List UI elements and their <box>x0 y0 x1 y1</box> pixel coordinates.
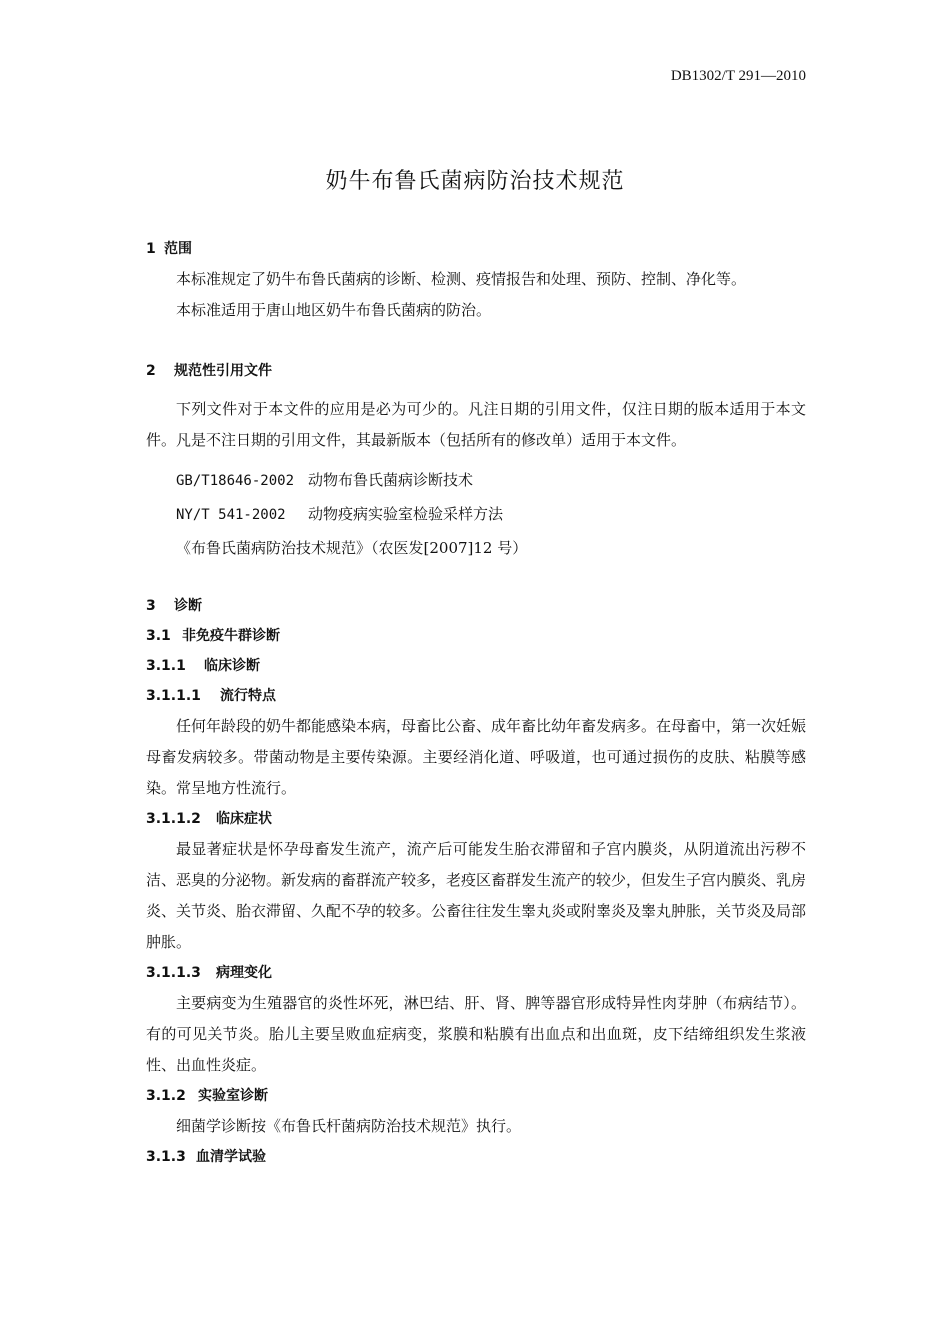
section-number: 3.1.1 <box>146 658 186 674</box>
document-body <box>146 234 806 1172</box>
document-code: DB1302/T 291—2010 <box>670 68 806 84</box>
reference-title: 动物疫病实验室检验采样方法 <box>308 505 504 523</box>
section-3-1-1-heading <box>146 651 806 681</box>
paragraph: 本标准适用于唐山地区奶牛布鲁氏菌病的防治。 <box>176 301 492 319</box>
section-3-1-2-heading <box>146 1081 806 1111</box>
section-3-1-3-heading <box>146 1142 806 1172</box>
section-title: 非免疫牛群诊断 <box>182 628 280 644</box>
reference-item <box>146 498 806 532</box>
section-title: 临床症状 <box>216 811 272 827</box>
section-title: 血清学试验 <box>196 1149 266 1165</box>
section-3-1-1-3-heading <box>146 958 806 988</box>
paragraph: 任何年龄段的奶牛都能感染本病，母畜比公畜、成年畜比幼年畜发病多。在母畜中，第一次妊娠母畜发病较多。带菌动物是主要传染源。主要经消化道、呼吸道，也可通过损伤的皮肤、粘膜等感染。常呈地方性流行。 <box>146 717 807 797</box>
section-number: 3.1.1.3 <box>146 965 201 981</box>
section-title: 流行特点 <box>220 688 276 704</box>
section-number: 3.1.3 <box>146 1149 186 1165</box>
section-3-1-1-1-heading <box>146 681 806 711</box>
section-number: 3.1.2 <box>146 1088 186 1104</box>
reference-code: NY/T 541-2002 <box>176 507 286 523</box>
reference-item <box>146 464 806 498</box>
section-title: 诊断 <box>174 598 202 614</box>
section-1-heading <box>146 234 806 264</box>
section-title: 临床诊断 <box>204 658 260 674</box>
section-number: 1 <box>146 241 156 257</box>
reference-code: GB/T18646-2002 <box>176 473 295 489</box>
reference-title: 动物布鲁氏菌病诊断技术 <box>308 471 474 489</box>
section-3-1-1-2-heading <box>146 804 806 834</box>
section-title: 规范性引用文件 <box>174 363 272 379</box>
paragraph: 下列文件对于本文件的应用是必为可少的。凡注日期的引用文件，仅注日期的版本适用于本文件。凡是不注日期的引用文件，其最新版本（包括所有的修改单）适用于本文件。 <box>146 400 806 449</box>
section-2-heading <box>146 356 806 386</box>
section-number: 3 <box>146 598 156 614</box>
paragraph: 细菌学诊断按《布鲁氏杆菌病防治技术规范》执行。 <box>176 1117 522 1135</box>
section-title: 范围 <box>164 241 192 257</box>
section-number: 3.1 <box>146 628 171 644</box>
reference-item: 《布鲁氏菌病防治技术规范》（农医发[2007]12 号） <box>176 539 528 557</box>
section-number: 3.1.1.1 <box>146 688 201 704</box>
section-number: 3.1.1.2 <box>146 811 201 827</box>
section-3-heading <box>146 591 806 621</box>
paragraph: 主要病变为生殖器官的炎性坏死，淋巴结、肝、肾、脾等器官形成特异性肉芽肿（布病结节）。有的可见关节炎。胎儿主要呈败血症病变，浆膜和粘膜有出血点和出血斑，皮下结缔组织发生浆液性、出血性炎症。 <box>146 994 806 1074</box>
paragraph: 本标准规定了奶牛布鲁氏菌病的诊断、检测、疫情报告和处理、预防、控制、净化等。 <box>176 270 747 288</box>
section-title: 实验室诊断 <box>198 1088 268 1104</box>
paragraph: 最显著症状是怀孕母畜发生流产，流产后可能发生胎衣滞留和子宫内膜炎，从阴道流出污秽不洁、恶臭的分泌物。新发病的畜群流产较多，老疫区畜群发生流产的较少，但发生子宫内膜炎、乳房炎、关节炎、胎衣滞留、久配不孕的较多。公畜往往发生睾丸炎或附睾炎及睾丸肿胀，关节炎及局部肿胀。 <box>146 840 807 951</box>
section-number: 2 <box>146 363 156 379</box>
document-title: 奶牛布鲁氏菌病防治技术规范 <box>325 169 625 194</box>
section-title: 病理变化 <box>216 965 272 981</box>
section-3-1-heading <box>146 621 806 651</box>
